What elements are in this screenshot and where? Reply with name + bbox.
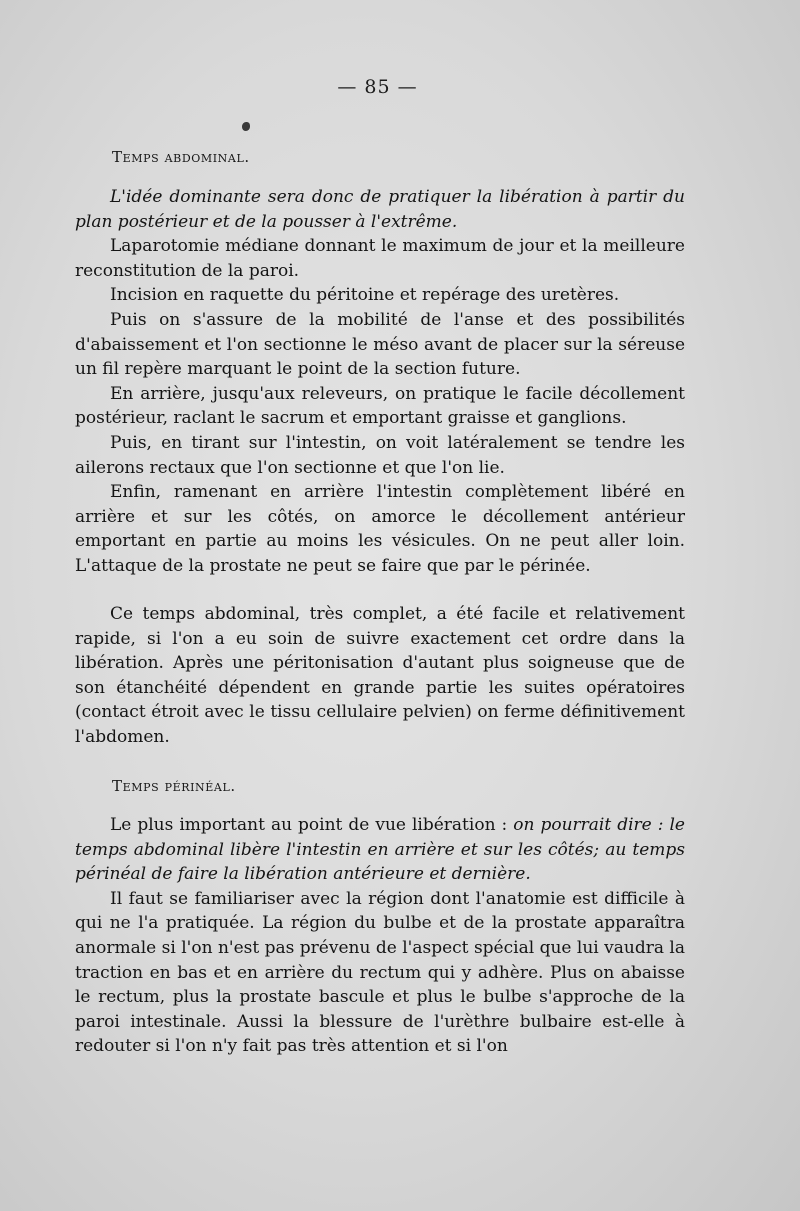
paragraph-mixed xyxy=(75,813,685,887)
paragraph: Puis, en tirant sur l'intestin, on voit latéralement se tendre les ailerons rectaux que l'on sectionne et que l'on lie. xyxy=(75,432,685,478)
page-number: — 85 — xyxy=(337,76,418,98)
ink-speck xyxy=(242,122,250,131)
paragraph: Enfin, ramenant en arrière l'intestin complètement libéré en arrière et sur les côtés, on amorce le décollement antérieur emportant en partie au moins les vésicules. On ne peut aller loin. L'attaque de la prostate ne peut se faire que par le périnée. xyxy=(75,482,685,576)
section-heading-perineal: Temps périnéal. xyxy=(112,777,236,795)
paragraph: En arrière, jusqu'aux releveurs, on pratique le facile décollement postérieur, raclant le sacrum et emportant graisse et ganglions. xyxy=(75,383,685,429)
intro-italic-paragraph: L'idée dominante sera donc de pratiquer la libération à partir du plan postérieur et de la pousser à l'extrême. xyxy=(75,187,685,232)
paragraph: Incision en raquette du péritoine et repérage des uretères. xyxy=(110,285,620,306)
summary-block xyxy=(75,602,685,750)
section-body-abdominal xyxy=(75,185,685,579)
paragraph: Puis on s'assure de la mobilité de l'anse et des possibilités d'abaissement et l'on sectionne le méso avant de placer sur la séreuse un fil repère marquant le point de la section future. xyxy=(75,309,685,380)
section-heading-abdominal: Temps abdominal. xyxy=(112,148,250,166)
regular-text: Le plus important au point de vue libération : xyxy=(110,815,514,835)
italic-text: on pourrait dire : le temps abdominal libère l'intestin en arrière et sur les côtés; au temps périnéal de faire la libération antérieure et dernière. xyxy=(75,815,685,885)
paragraph: Laparotomie médiane donnant le maximum de jour et la meilleure reconstitution de la paroi. xyxy=(75,236,685,281)
section-body-perineal xyxy=(75,813,685,1059)
summary-paragraph: Ce temps abdominal, très complet, a été facile et relativement rapide, si l'on a eu soin de suivre exactement cet ordre dans la libération. Après une péritonisation d'autant plus soigneuse que de son étanchéité dépendent en grande partie les suites opératoires (contact étroit avec le tissu cellulaire pelvien) on ferme définitivement l'abdomen. xyxy=(75,604,685,747)
paragraph: Il faut se familiariser avec la région dont l'anatomie est difficile à qui ne l'a pratiquée. La région du bulbe et de la prostate apparaîtra anormale si l'on n'est pas prévenu de l'aspect spécial que lui vaudra la traction en bas et en arrière du rectum qui y adhère. Plus on abaisse le rectum, plus la prostate bascule et plus le bulbe s'approche de la paroi intestinale. Aussi la blessure de l'urèthre bulbaire est-elle à redouter si l'on n'y fait pas très attention et si l'on xyxy=(75,888,685,1057)
